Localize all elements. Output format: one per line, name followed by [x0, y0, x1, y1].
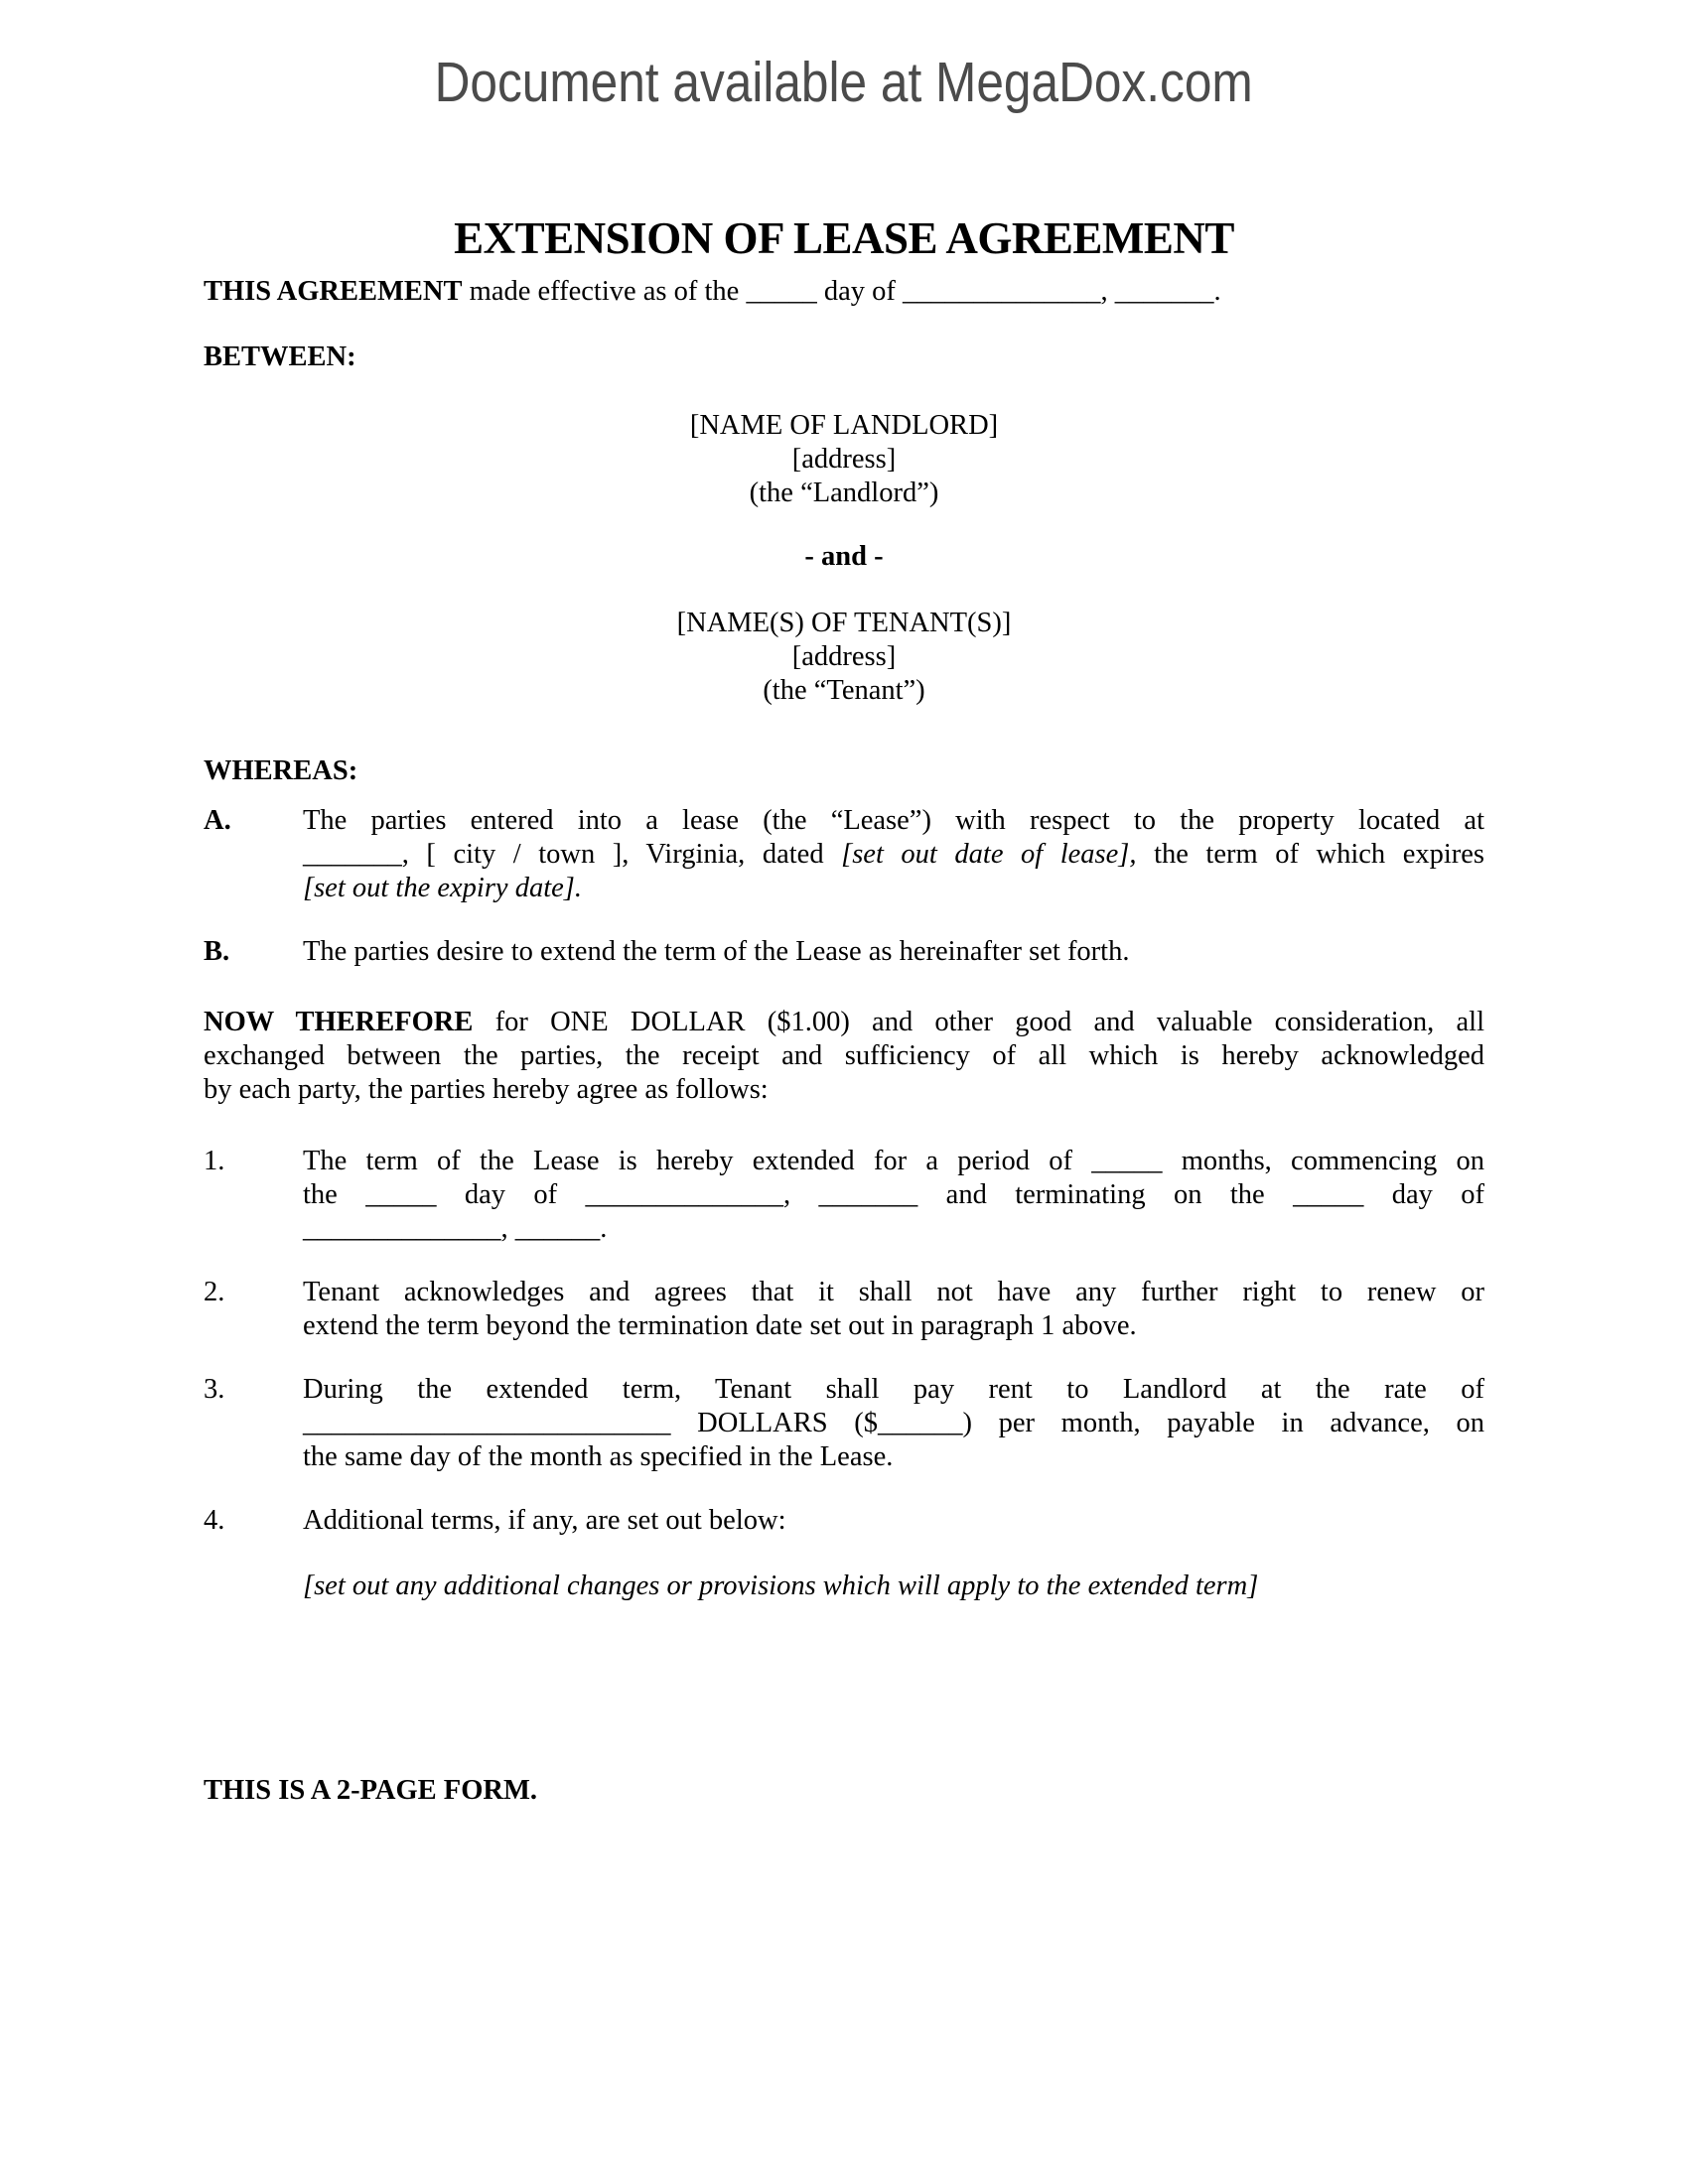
text-segment: the _____ day of ______________, _______ and terminating on the _____ day of	[303, 1179, 1484, 1210]
text-line	[303, 1309, 1484, 1343]
text-segment: The term of the Lease is hereby extended for a period of _____ months, commencing on	[303, 1146, 1484, 1176]
item-label: A.	[204, 805, 231, 836]
text-segment: [set out date of lease],	[841, 839, 1137, 870]
landlord-name: [NAME OF LANDLORD]	[689, 410, 999, 441]
item-text	[303, 1276, 1484, 1343]
text-segment: [set out the expiry date].	[303, 873, 582, 903]
text-line	[303, 1373, 1484, 1407]
text-line	[303, 1504, 1484, 1538]
item-text	[303, 1373, 1484, 1474]
recital-item	[204, 935, 1484, 969]
tenant-alias: (the “Tenant”)	[763, 675, 925, 706]
text-segment: ______________, ______.	[303, 1213, 608, 1244]
text-segment: for ONE DOLLAR ($1.00) and other good and valuable consideration, all	[473, 1007, 1484, 1037]
text-line	[204, 1006, 1484, 1039]
text-segment: extend the term beyond the termination date set out in paragraph 1 above.	[303, 1310, 1137, 1341]
page-count-note: THIS IS A 2-PAGE FORM.	[204, 1775, 537, 1806]
landlord-block	[204, 409, 1484, 510]
text-line	[303, 1212, 1484, 1246]
clause-item	[204, 1504, 1484, 1538]
clause-item	[204, 1373, 1484, 1474]
text-segment: NOW THEREFORE	[204, 1007, 474, 1037]
item-text	[303, 804, 1484, 905]
clause-item	[204, 1145, 1484, 1246]
text-segment: made effective as of the _____ day of ______________, _______.	[462, 276, 1221, 307]
text-line	[303, 1570, 1484, 1603]
text-segment: Additional terms, if any, are set out below:	[303, 1505, 786, 1536]
text-segment: __________________________ DOLLARS ($______) per month, payable in advance, on	[303, 1408, 1484, 1438]
tenant-block	[204, 607, 1484, 708]
recital-item	[204, 804, 1484, 905]
text-segment: The parties desire to extend the term of the Lease as hereinafter set forth.	[303, 936, 1130, 967]
text-segment: exchanged between the parties, the receipt and sufficiency of all which is hereby acknowledged	[204, 1040, 1484, 1071]
intro-paragraph	[204, 275, 1484, 309]
text-line	[303, 838, 1484, 872]
text-line	[303, 1145, 1484, 1178]
item-text	[303, 1145, 1484, 1246]
recitals-list	[204, 804, 1484, 969]
and-separator: - and -	[804, 541, 884, 572]
whereas-label: WHEREAS:	[204, 755, 358, 786]
text-segment: _______, [ city / town ], Virginia, dated	[303, 839, 842, 870]
text-line	[303, 1407, 1484, 1440]
text-segment: The parties entered into a lease (the “Lease”) with respect to the property located at	[303, 805, 1484, 836]
text-segment: During the extended term, Tenant shall pay rent to Landlord at the rate of	[303, 1374, 1484, 1405]
item-text	[303, 1504, 1484, 1538]
text-line	[204, 1073, 1484, 1107]
item-label: 1.	[204, 1146, 225, 1176]
item-label: 3.	[204, 1374, 225, 1405]
text-segment: by each party, the parties hereby agree as follows:	[204, 1074, 769, 1105]
additional-terms-note	[303, 1570, 1484, 1603]
landlord-alias: (the “Landlord”)	[749, 478, 939, 508]
text-line	[303, 1276, 1484, 1309]
text-line	[303, 1440, 1484, 1474]
clause-item	[204, 1276, 1484, 1343]
text-line	[303, 872, 1484, 905]
item-label: 2.	[204, 1277, 225, 1307]
item-label: B.	[204, 936, 230, 967]
clauses-list	[204, 1145, 1484, 1538]
landlord-address: [address]	[791, 444, 897, 475]
text-segment: the term of which expires	[1136, 839, 1485, 870]
text-line	[303, 935, 1484, 969]
between-label: BETWEEN:	[204, 341, 356, 372]
text-segment: [set out any additional changes or provisions which will apply to the extended term]	[303, 1570, 1259, 1601]
watermark-banner	[204, 52, 1484, 124]
tenant-name: [NAME(S) OF TENANT(S)]	[676, 608, 1012, 638]
text-line	[204, 1039, 1484, 1073]
item-label: 4.	[204, 1505, 225, 1536]
tenant-address: [address]	[791, 641, 897, 672]
watermark-text: Document available at MegaDox.com	[434, 51, 1254, 114]
document-title: EXTENSION OF LEASE AGREEMENT	[454, 213, 1234, 263]
text-line	[204, 275, 1484, 309]
text-line	[303, 1178, 1484, 1212]
text-segment: the same day of the month as specified in the Lease.	[303, 1441, 894, 1472]
text-line	[303, 804, 1484, 838]
item-text	[303, 935, 1484, 969]
text-segment: Tenant acknowledges and agrees that it shall not have any further right to renew or	[303, 1277, 1484, 1307]
text-segment: THIS AGREEMENT	[204, 276, 463, 307]
therefore-paragraph	[204, 1006, 1484, 1107]
